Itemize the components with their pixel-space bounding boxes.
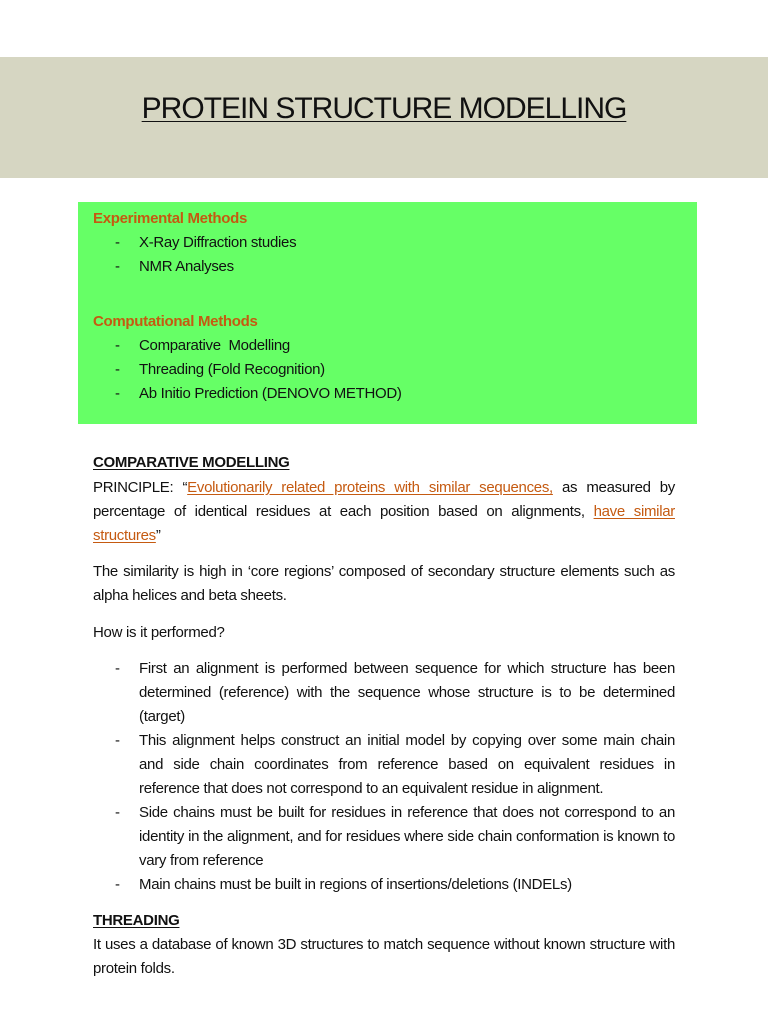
page-title: PROTEIN STRUCTURE MODELLING (141, 92, 627, 125)
list-item-label: Ab Initio Prediction (DENOVO METHOD) (139, 385, 402, 402)
principle-link-sequences[interactable]: Evolutionarily related proteins with similar sequences, (187, 479, 553, 496)
experimental-methods-heading: Experimental Methods (93, 210, 248, 227)
list-item-label: Comparative Modelling (139, 337, 290, 354)
list-item-label: X-Ray Diffraction studies (139, 234, 297, 251)
dash-marker: - (115, 804, 120, 821)
similarity-paragraph: The similarity is high in ‘core regions’ composed of secondary structure elements such as alpha helices and beta sheets. (93, 563, 675, 604)
principle-paragraph (93, 476, 675, 548)
step-text: Main chains must be built in regions of insertions/deletions (INDELs) (139, 876, 572, 893)
dash-marker: - (115, 234, 120, 251)
dash-marker: - (115, 361, 120, 378)
principle-label: PRINCIPLE: “ (93, 479, 188, 496)
principle-link-structures[interactable]: have similar structures (93, 503, 675, 544)
step-item (115, 657, 675, 729)
dash-marker: - (115, 385, 120, 402)
step-text: This alignment helps construct an initial model by copying over some main chain and side chain coordinates from reference based on equivalent residues in reference that does not correspond to an equivalent residue in alignment. (139, 732, 675, 797)
list-item-label: NMR Analyses (139, 258, 234, 275)
principle-close-quote: ” (155, 527, 161, 544)
dash-marker: - (115, 660, 120, 677)
principle-middle-text: as measured by percentage of identical residues at each position based on alignments, (93, 479, 676, 520)
step-item (115, 729, 675, 801)
step-text: Side chains must be built for residues in reference that does not correspond to an identity in the alignment, and for residues where side chain conformation is known to vary from reference (139, 804, 675, 869)
list-item-label: Threading (Fold Recognition) (139, 361, 325, 378)
question-text: How is it performed? (93, 624, 225, 641)
threading-paragraph: It uses a database of known 3D structures to match sequence without known structure with protein folds. (93, 936, 675, 977)
dash-marker: - (115, 876, 120, 893)
step-text: First an alignment is performed between sequence for which structure has been determined (reference) with the sequence whose structure is to be determined (target) (139, 660, 675, 725)
dash-marker: - (115, 258, 120, 275)
step-item (115, 801, 675, 873)
comparative-modelling-heading: COMPARATIVE MODELLING (93, 454, 290, 471)
threading-heading: THREADING (93, 912, 180, 929)
dash-marker: - (115, 732, 120, 749)
step-item (115, 873, 675, 897)
dash-marker: - (115, 337, 120, 354)
computational-methods-heading: Computational Methods (93, 313, 258, 330)
